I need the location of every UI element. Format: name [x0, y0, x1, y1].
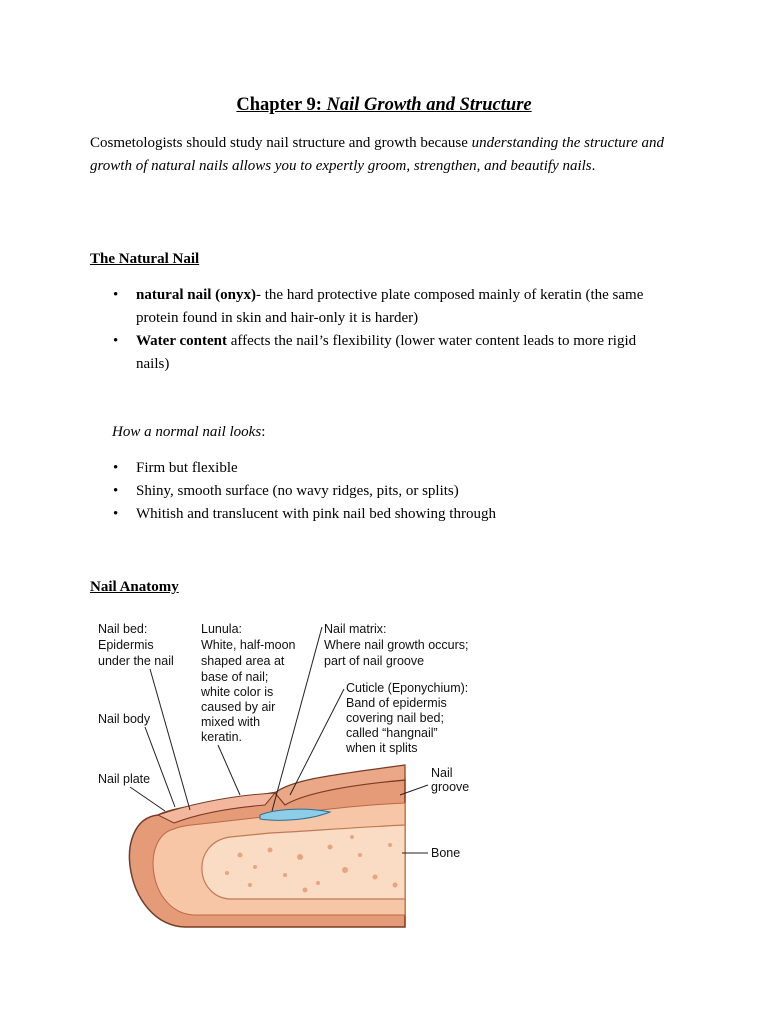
list-item: [113, 503, 673, 526]
bullet-icon: •: [113, 506, 119, 522]
svg-text:caused by air: caused by air: [201, 700, 276, 714]
svg-text:white color is: white color is: [201, 685, 274, 699]
label-nail-groove: [431, 766, 469, 794]
svg-text:covering nail bed;: covering nail bed;: [346, 711, 444, 725]
list-item: [113, 480, 673, 503]
page-title: [0, 93, 768, 117]
label-cuticle: [345, 681, 468, 755]
normal-nail-heading-end: :: [261, 424, 266, 440]
svg-text:Where nail growth occurs;: Where nail growth occurs;: [324, 638, 469, 652]
list-item: [113, 457, 673, 480]
list-item: [113, 330, 673, 376]
bullet-text: - the hard protective plate composed mainly of keratin (the same protein found in skin and hair-only it is harder): [136, 287, 644, 326]
svg-text:Nail: Nail: [431, 766, 453, 780]
leader-nail-plate: [130, 787, 165, 811]
label-nail-matrix: [324, 622, 469, 668]
svg-text:White, half-moon: White, half-moon: [201, 638, 296, 652]
svg-text:Band of epidermis: Band of epidermis: [346, 696, 447, 710]
svg-text:Epidermis: Epidermis: [98, 638, 154, 652]
bullet-icon: •: [113, 483, 119, 499]
intro-plain: Cosmetologists should study nail structure and growth because: [90, 135, 472, 151]
natural-nail-list: [113, 284, 673, 376]
natural-nail-heading: The Natural Nail: [90, 251, 200, 267]
bullet-text: Shiny, smooth surface (no wavy ridges, pits, or splits): [136, 483, 459, 499]
leader-nail-body: [145, 727, 175, 807]
normal-nail-heading: [112, 422, 265, 442]
label-bone: Bone: [431, 846, 461, 860]
bullet-term: natural nail (onyx): [136, 287, 257, 303]
title-prefix: Chapter 9:: [236, 95, 327, 115]
leader-lunula: [218, 745, 240, 795]
svg-text:Nail matrix:: Nail matrix:: [324, 622, 387, 636]
svg-text:part of nail groove: part of nail groove: [324, 654, 425, 668]
bullet-icon: •: [113, 460, 119, 476]
label-nail-bed: [98, 622, 174, 668]
bullet-text: affects the nail’s flexibility (lower water content leads to more rigid nails): [136, 333, 637, 372]
label-lunula: [200, 622, 296, 744]
svg-text:shaped area at: shaped area at: [201, 654, 285, 668]
svg-text:Cuticle (Eponychium):: Cuticle (Eponychium):: [346, 681, 469, 695]
svg-text:when it splits: when it splits: [346, 741, 418, 755]
normal-nail-list: [113, 457, 673, 526]
svg-text:groove: groove: [431, 780, 470, 794]
svg-text:Nail bed:: Nail bed:: [98, 622, 148, 636]
svg-text:mixed with: mixed with: [201, 715, 261, 729]
bullet-term: Water content: [136, 333, 227, 349]
list-item: [113, 284, 673, 330]
bullet-text: Firm but flexible: [136, 460, 238, 476]
svg-text:called “hangnail”: called “hangnail”: [346, 726, 438, 740]
intro-paragraph: [90, 132, 690, 178]
label-nail-body: Nail body: [98, 712, 151, 726]
intro-italic: understanding the structure and growth of natural nails allows you to expertly groom, strengthen, and beautify nails: [90, 135, 664, 174]
leader-nail-bed: [150, 669, 190, 810]
bullet-icon: •: [113, 333, 119, 349]
normal-nail-heading-italic: How a normal nail looks: [112, 424, 262, 440]
intro-end: .: [591, 158, 596, 174]
bullet-text: Whitish and translucent with pink nail bed showing through: [136, 506, 496, 522]
svg-text:base of nail;: base of nail;: [201, 670, 269, 684]
svg-text:keratin.: keratin.: [201, 730, 242, 744]
title-italic: Nail Growth and Structure: [326, 95, 532, 115]
svg-text:Lunula:: Lunula:: [201, 622, 243, 636]
svg-text:under the nail: under the nail: [98, 654, 174, 668]
bullet-icon: •: [113, 287, 119, 303]
nail-anatomy-diagram: [90, 615, 490, 935]
nail-anatomy-heading: Nail Anatomy: [90, 579, 179, 595]
label-nail-plate: Nail plate: [98, 772, 151, 786]
